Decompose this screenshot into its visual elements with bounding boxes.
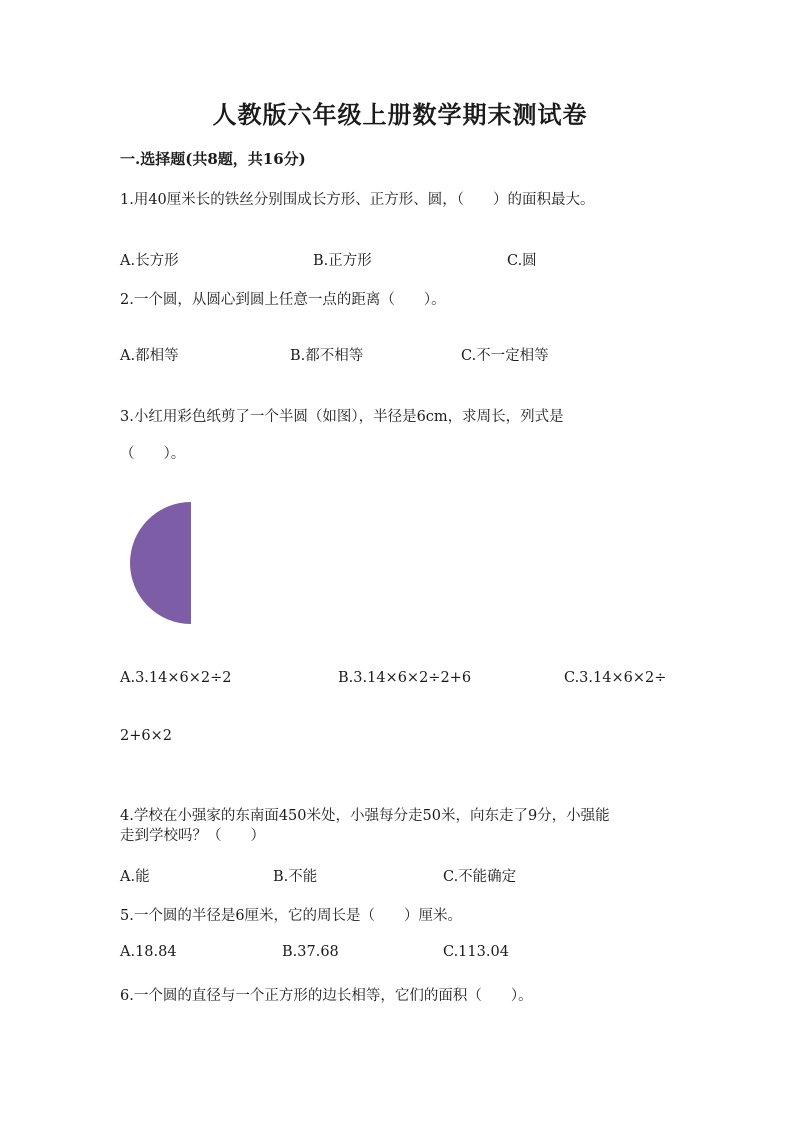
question-1-option-b: B.正方形: [313, 253, 372, 269]
question-5-text: 5.一个圆的半径是6厘米，它的周长是（ ）厘米。: [120, 908, 463, 924]
question-3-option-c-continued: 2+6×2: [120, 728, 172, 744]
question-6-text: 6.一个圆的直径与一个正方形的边长相等，它们的面积（ ）。: [120, 988, 533, 1004]
question-2-text: 2.一个圆，从圆心到圆上任意一点的距离（ ）。: [120, 292, 446, 308]
question-4-option-a: A.能: [120, 869, 150, 885]
question-4-text-line1: 4.学校在小强家的东南面450米处，小强每分走50米，向东走了9分，小强能: [120, 808, 610, 824]
question-2-option-b: B.都不相等: [290, 348, 364, 364]
question-2-option-a: A.都相等: [120, 348, 179, 364]
question-5-option-b: B.37.68: [282, 944, 339, 960]
question-1-text: 1.用40厘米长的铁丝分别围成长方形、正方形、圆，（ ）的面积最大。: [120, 192, 595, 208]
question-3-option-c: C.3.14×6×2÷: [564, 670, 667, 686]
question-4-option-b: B.不能: [273, 869, 318, 885]
question-1-option-c: C.圆: [507, 253, 537, 269]
question-5-option-c: C.113.04: [443, 944, 509, 960]
question-2-option-c: C.不一定相等: [461, 348, 549, 364]
question-4-text-line2: 走到学校吗？（ ）: [120, 828, 265, 844]
page-title: 人教版六年级上册数学期末测试卷: [212, 100, 588, 129]
question-5-option-a: A.18.84: [120, 944, 177, 960]
question-3-option-b: B.3.14×6×2÷2+6: [338, 670, 472, 686]
semicircle-figure: [128, 500, 194, 626]
question-3-text-line2: （ ）。: [120, 446, 186, 462]
question-1-option-a: A.长方形: [120, 253, 179, 269]
question-3-text-line1: 3.小红用彩色纸剪了一个半圆（如图），半径是6cm，求周长，列式是: [120, 409, 564, 425]
section-heading: 一.选择题(共8题，共16分): [120, 150, 306, 168]
question-4-option-c: C.不能确定: [443, 869, 517, 885]
question-3-option-a: A.3.14×6×2÷2: [120, 670, 232, 686]
